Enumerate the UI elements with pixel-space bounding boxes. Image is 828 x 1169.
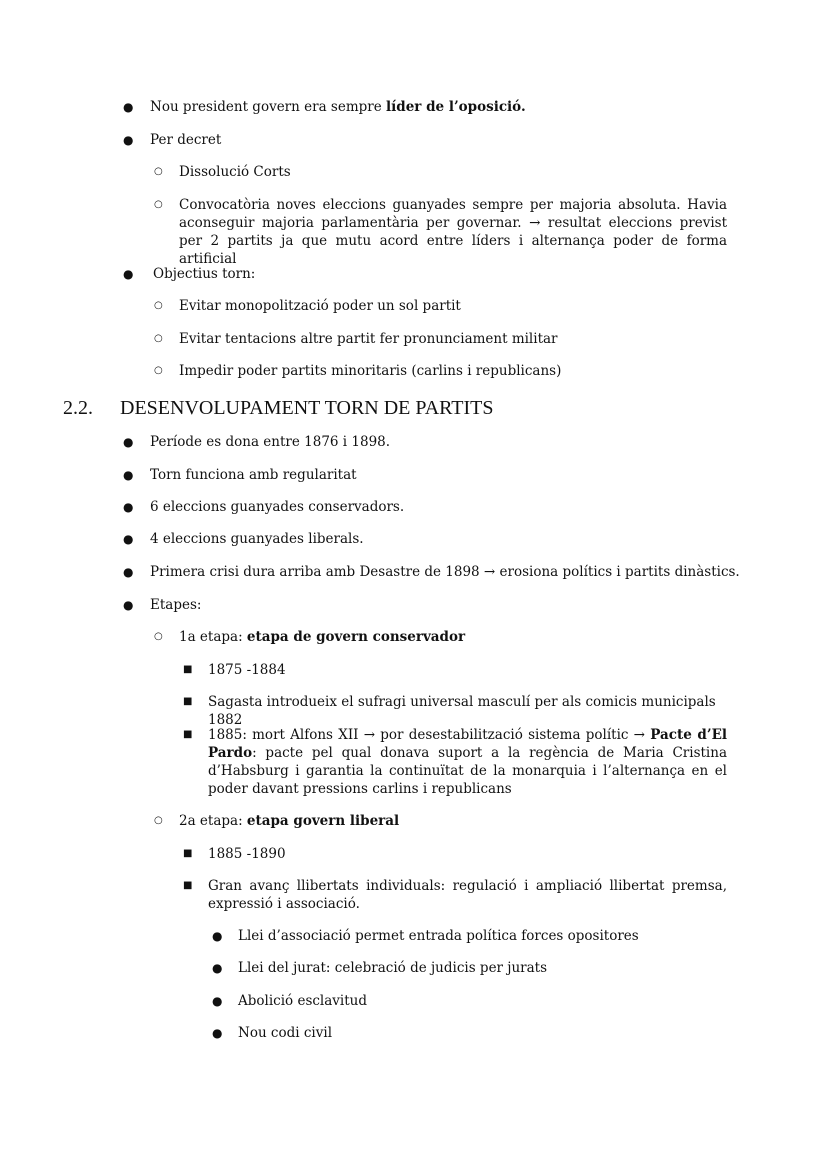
bullet-square-icon: ■ — [183, 848, 193, 859]
bullet-disc-icon: ● — [123, 565, 134, 579]
text-run: Nou president govern era sempre — [150, 99, 386, 115]
bullet-disc-icon: ● — [123, 435, 134, 449]
bullet-square-icon: ■ — [183, 696, 193, 707]
stage-1-item-pacte-pardo — [208, 726, 727, 798]
bullet-disc-icon: ● — [123, 500, 134, 514]
bullet-square-icon: ■ — [183, 729, 193, 740]
stage-1-item-sagasta: Sagasta introdueix el sufragi universal masculí per als comicis municipals 1882 — [208, 694, 716, 728]
stage-2-item-dates: 1885 -1890 — [208, 846, 286, 862]
list-item-periode: Període es dona entre 1876 i 1898. — [150, 434, 391, 450]
stage-2-item-llibertats: Gran avanç llibertats individuals: regulació i ampliació llibertat premsa, expressió i associació. — [208, 878, 727, 912]
text-run: 1a etapa: — [179, 629, 247, 645]
bullet-disc-icon: ● — [212, 994, 223, 1008]
list-item-impedir-poder: Impedir poder partits minoritaris (carlins i republicans) — [179, 363, 562, 379]
list-item-6-eleccions: 6 eleccions guanyades conservadors. — [150, 499, 405, 515]
bold-text: etapa de govern conservador — [246, 629, 466, 645]
bullet-circle-icon: ○ — [154, 631, 163, 642]
bullet-disc-icon: ● — [123, 532, 134, 546]
bullet-circle-icon: ○ — [154, 365, 163, 376]
bullet-disc-icon: ● — [212, 929, 223, 943]
bullet-square-icon: ■ — [183, 664, 193, 675]
bullet-circle-icon: ○ — [154, 333, 163, 344]
stage-2-subitem-llei-associacio: Llei d’associació permet entrada política forces opositores — [238, 928, 639, 944]
bullet-circle-icon: ○ — [154, 300, 163, 311]
list-item-etapes: Etapes: — [150, 597, 202, 613]
bullet-disc-icon: ● — [123, 133, 134, 147]
list-item-primera-crisi: Primera crisi dura arriba amb Desastre de 1898 → erosiona polítics i partits dinàstics. — [150, 564, 740, 580]
stage-1-heading — [179, 628, 759, 646]
bullet-disc-icon: ● — [212, 961, 223, 975]
text-run: 2a etapa: — [179, 813, 247, 829]
bullet-circle-icon: ○ — [154, 199, 163, 210]
stage-1-item-dates: 1875 -1884 — [208, 662, 286, 678]
bullet-disc-icon: ● — [123, 100, 134, 114]
stage-2-subitem-abolicio: Abolició esclavitud — [238, 993, 368, 1009]
list-item-per-decret: Per decret — [150, 132, 222, 148]
list-item-convocatoria: Convocatòria noves eleccions guanyades sempre per majoria absoluta. Havia aconseguir majoria parlamentària per governar. → resultat eleccions previst per 2 partits ja que mutu acord entre líders i alternança poder de forma artificial — [179, 197, 727, 267]
bold-text: Pacte d’El Pardo — [208, 727, 727, 761]
list-item-evitar-monopolitzacio: Evitar monopolització poder un sol partit — [179, 298, 461, 314]
text-run: : pacte pel qual donava suport a la regència de Maria Cristina d’Habsburg i garantia la continuïtat de la monarquia i l’alternança en el poder davant pressions carlins i republicans — [208, 745, 727, 797]
list-item-objectius: Objectius torn: — [153, 266, 256, 282]
bullet-square-icon: ■ — [183, 880, 193, 891]
text-run: 1885: mort Alfons XII → por desestabilització sistema polític → — [208, 727, 651, 743]
stage-2-heading — [179, 812, 759, 830]
list-item-evitar-tentacions: Evitar tentacions altre partit fer pronunciament militar — [179, 331, 558, 347]
list-item-4-eleccions: 4 eleccions guanyades liberals. — [150, 531, 364, 547]
bullet-disc-icon: ● — [212, 1026, 223, 1040]
bullet-disc-icon: ● — [123, 267, 134, 281]
stage-2-subitem-codi-civil: Nou codi civil — [238, 1025, 333, 1041]
section-title: DESENVOLUPAMENT TORN DE PARTITS — [120, 397, 494, 419]
list-item-torn-funciona: Torn funciona amb regularitat — [150, 467, 357, 483]
stage-2-subitem-llei-jurat: Llei del jurat: celebració de judicis per jurats — [238, 960, 548, 976]
section-number: 2.2. — [63, 397, 93, 419]
bold-text: líder de l’oposició. — [386, 99, 526, 115]
bullet-disc-icon: ● — [123, 598, 134, 612]
bullet-circle-icon: ○ — [154, 815, 163, 826]
bold-text: etapa govern liberal — [246, 813, 400, 829]
section-heading — [0, 396, 828, 420]
bullet-disc-icon: ● — [123, 468, 134, 482]
list-item-new-president — [150, 98, 730, 116]
bullet-circle-icon: ○ — [154, 166, 163, 177]
list-item-dissolucio: Dissolució Corts — [179, 164, 291, 180]
